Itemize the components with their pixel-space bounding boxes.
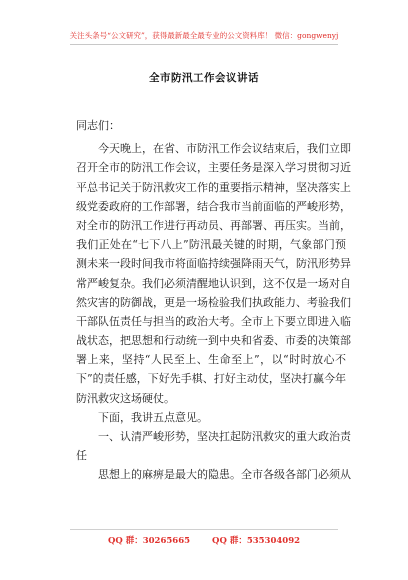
qq-group-2: QQ 群：535304092 xyxy=(212,536,301,546)
document-title: 全市防汛工作会议讲话 xyxy=(149,72,259,84)
body-line: 今天晚上，在省、市防汛工作会议结束后，我们立即 xyxy=(98,142,351,156)
section-heading: 一、认清严峻形势，坚决扛起防汛救灾的重大政治责 xyxy=(98,430,351,443)
body-line: 召开全市的防汛工作会议，主要任务是深入学习贯彻习近 xyxy=(76,161,351,175)
body-line: 测未来一段时间我市将面临持续强降雨天气，防汛形势异 xyxy=(76,257,351,271)
footer-contacts xyxy=(0,534,408,546)
body-line: 干部队伍责任与担当的政治大考。全市上下要立即进入临 xyxy=(76,314,351,328)
body-line: 下”的责任感，下好先手棋、打好主动仗，坚决打赢今年 xyxy=(76,372,346,386)
body-line: 战状态，把思想和行动统一到中央和省委、市委的决策部 xyxy=(76,334,351,348)
body-line: 思想上的麻痹是最大的隐患。全市各级各部门必须从 xyxy=(98,468,351,482)
body-line: 署上来，坚持“人民至上、生命至上”，以“时时放心不 xyxy=(76,353,346,367)
qq-group-1: QQ 群：30265665 xyxy=(107,536,191,546)
salutation: 同志们： xyxy=(76,119,120,132)
document-body xyxy=(76,116,351,485)
body-line: 我们正处在“七下八上”防汛最关键的时期，气象部门预 xyxy=(76,238,346,252)
body-line: 防汛救灾这场硬仗。 xyxy=(76,391,175,405)
intro-line: 下面，我讲五点意见。 xyxy=(98,410,208,424)
footer-divider xyxy=(70,529,338,530)
section-heading-continued: 任 xyxy=(76,449,87,463)
body-line: 然灾害的防御战，更是一场检验我们执政能力、考验我们 xyxy=(76,295,351,309)
body-line: 平总书记关于防汛救灾工作的重要指示精神，坚决落实上 xyxy=(76,180,351,194)
body-line: 常严峻复杂。我们必须清醒地认识到，这不仅是一场对自 xyxy=(76,276,351,290)
header-divider xyxy=(70,44,338,45)
body-line: 级党委政府的工作部署，结合我市当前面临的严峻形势， xyxy=(76,199,351,213)
header-banner: 关注头条号“公文研究”，获得最新最全最专业的公文资料库！ 微信：gongwenyj xyxy=(69,31,339,40)
body-line: 对全市的防汛工作进行再动员、再部署、再压实。当前， xyxy=(76,218,351,232)
